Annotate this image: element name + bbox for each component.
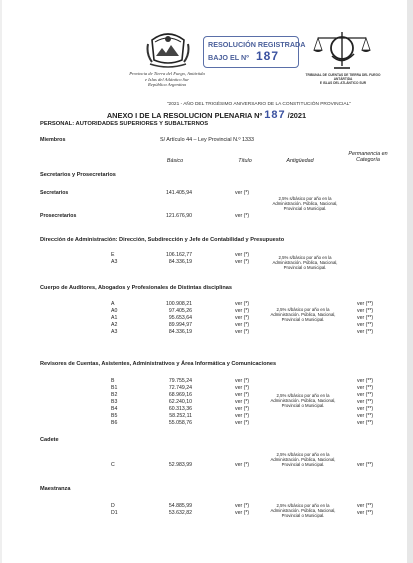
stamp-title: RESOLUCIÓN REGISTRADA <box>208 40 306 49</box>
row-category: D1 <box>111 510 118 516</box>
row-basico: 141.405,94 <box>166 190 192 196</box>
row-basico: 95.653,64 <box>168 315 192 321</box>
row-permanencia: ver (**) <box>357 385 374 391</box>
tribunal-name-block <box>300 73 386 86</box>
row-permanencia: ver (**) <box>357 413 374 419</box>
anexo-number: 187 <box>264 109 286 121</box>
tribunal-line: ANTÁRTIDA <box>333 77 353 82</box>
antiguedad-note: 2,5% s/básico por año en la Administración. Pública, Nacional, Provincial o Municipal. <box>270 307 336 323</box>
province-name-block <box>117 71 217 88</box>
antiguedad-note: 2,5% s/básico por año en la Administración. Pública, Nacional, Provincial o Municipal. <box>270 393 336 409</box>
row-permanencia: ver (**) <box>357 462 374 468</box>
stamp-number: 187 <box>256 49 280 63</box>
column-header-permanencia: Permanencia en Categoría <box>348 151 388 164</box>
row-permanencia: ver (**) <box>357 322 374 328</box>
section-maestranza: Maestranza <box>40 486 71 492</box>
row-permanencia: ver (**) <box>357 420 374 426</box>
row-category: B3 <box>111 399 118 405</box>
province-line: e Islas del Atlántico Sur <box>144 76 190 82</box>
section-auditores: Cuerpo de Auditores, Abogados y Profesionales de Distintas disciplinas <box>40 285 232 291</box>
table-row <box>0 503 413 510</box>
table-row <box>0 322 413 329</box>
antiguedad-note: 2,5% s/básico por año en la Administración. Pública, Nacional, Provincial o Municipal. <box>272 255 338 271</box>
stamp-prefix: BAJO EL Nº <box>208 53 249 62</box>
row-titulo: ver (*) <box>235 399 250 405</box>
row-titulo: ver (*) <box>235 420 250 426</box>
table-row <box>0 308 413 315</box>
row-basico: 52.983,99 <box>168 462 192 468</box>
row-titulo: ver (*) <box>235 503 250 509</box>
antiguedad-note: 2,5% s/básico por año en la Administración. Pública, Nacional, Provincial o Municipal. <box>272 196 338 212</box>
row-category: B5 <box>111 413 118 419</box>
row-basico: 89.994,97 <box>168 322 192 328</box>
row-category: A2 <box>111 322 118 328</box>
row-basico: 54.885,99 <box>168 503 192 509</box>
table-row <box>0 213 413 220</box>
row-permanencia: ver (**) <box>357 399 374 405</box>
tribunal-line: E ISLAS DEL ATLÁNTICO SUR <box>319 81 367 86</box>
members-reference: S/ Artículo 44 – Ley Provincial N.º 1333 <box>160 137 254 143</box>
row-category: B1 <box>111 385 118 391</box>
personal-title: PERSONAL: AUTORIDADES SUPERIORES Y SUBALTERNOS <box>40 121 209 127</box>
row-permanencia: ver (**) <box>357 378 374 384</box>
row-category: A3 <box>111 259 118 265</box>
row-basico: 55.058,76 <box>168 420 192 426</box>
row-basico: 84.336,19 <box>168 259 192 265</box>
column-header-titulo: Título <box>238 158 252 164</box>
table-row <box>0 420 413 427</box>
row-titulo: ver (*) <box>235 392 250 398</box>
row-permanencia: ver (**) <box>357 392 374 398</box>
row-permanencia: ver (**) <box>357 503 374 509</box>
province-line: Provincia de Tierra del Fuego, Antártida <box>129 71 205 76</box>
row-category: B4 <box>111 406 118 412</box>
row-basico: 79.755,24 <box>168 378 192 384</box>
row-category: B6 <box>111 420 118 426</box>
row-category: C <box>111 462 115 468</box>
page-edge-left <box>0 0 2 563</box>
row-category: A3 <box>111 329 118 335</box>
row-basico: 100.908,21 <box>166 301 192 307</box>
registration-stamp <box>203 36 306 68</box>
row-titulo: ver (*) <box>235 213 250 219</box>
row-category: D <box>111 503 115 509</box>
row-category: A <box>111 301 115 307</box>
section-revisores: Revisores de Cuentas, Asistentes, Administrativos y Área Informática y Comunicaciones <box>40 361 277 367</box>
row-basico: 97.405,26 <box>168 308 192 314</box>
row-category: B2 <box>111 392 118 398</box>
tribunal-line: TRIBUNAL DE CUENTAS DE TIERRA DEL FUEGO <box>305 73 381 77</box>
row-titulo: ver (*) <box>235 259 250 265</box>
row-basico: 53.632,82 <box>168 510 192 516</box>
row-permanencia: ver (**) <box>357 301 374 307</box>
row-basico: 58.252,11 <box>169 413 192 419</box>
page-edge-right <box>407 0 413 563</box>
province-crest-icon <box>146 30 190 70</box>
row-titulo: ver (*) <box>235 385 250 391</box>
row-titulo: ver (*) <box>235 190 250 196</box>
province-line: República Argentina <box>148 82 186 88</box>
anexo-year: /2021 <box>287 111 307 120</box>
row-basico: 60.313,36 <box>168 406 192 412</box>
column-header-basico: Básico <box>166 158 184 164</box>
row-titulo: ver (*) <box>235 252 250 258</box>
members-label: Miembros <box>40 137 66 143</box>
table-row <box>0 392 413 399</box>
table-row <box>0 406 413 413</box>
row-titulo: ver (*) <box>235 308 250 314</box>
table-row <box>0 462 413 469</box>
row-basico: 121.676,90 <box>166 213 192 219</box>
table-row <box>0 252 413 259</box>
tribunal-scales-icon <box>310 28 374 72</box>
row-titulo: ver (*) <box>235 378 250 384</box>
anexo-title-text: ANEXO I DE LA RESOLUCION PLENARIA Nº <box>106 111 263 120</box>
row-permanencia: ver (**) <box>357 510 374 516</box>
table-row <box>0 510 413 517</box>
table-row <box>0 329 413 336</box>
antiguedad-note: 2,5% s/básico por año en la Administración. Pública, Nacional, Provincial o Municipal. <box>270 452 336 468</box>
table-row <box>0 259 413 266</box>
row-titulo: ver (*) <box>235 315 250 321</box>
row-basico: 106.162,77 <box>166 252 192 258</box>
section-cadete: Cadete <box>40 437 59 443</box>
row-category: A0 <box>111 308 118 314</box>
row-category: E <box>111 252 115 258</box>
table-row <box>0 399 413 406</box>
antiguedad-note: 2,5% s/básico por año en la Administración. Pública, Nacional, Provincial o Municipal. <box>270 503 336 519</box>
row-permanencia: ver (**) <box>357 329 374 335</box>
section-secretarios: Secretarios y Prosecretarios <box>40 172 116 178</box>
row-basico: 68.969,16 <box>168 392 192 398</box>
row-category: B <box>111 378 115 384</box>
row-basico: 72.749,24 <box>168 385 192 391</box>
row-titulo: ver (*) <box>235 413 250 419</box>
row-titulo: ver (*) <box>235 462 250 468</box>
row-label: Secretarios <box>40 190 69 196</box>
row-permanencia: ver (**) <box>357 406 374 412</box>
table-row <box>0 301 413 308</box>
row-label: Prosecretarios <box>40 213 77 219</box>
row-titulo: ver (*) <box>235 301 250 307</box>
row-basico: 62.240,10 <box>168 399 192 405</box>
table-row <box>0 378 413 385</box>
row-category: A1 <box>111 315 118 321</box>
row-permanencia: ver (**) <box>357 315 374 321</box>
year-motto: "2021 - AÑO DEL TRIGÉSIMO ANIVERSARIO DE LA CONSTITUCIÓN PROVINCIAL" <box>166 102 351 107</box>
row-basico: 84.336,19 <box>168 329 192 335</box>
anexo-title <box>0 109 413 121</box>
table-row <box>0 413 413 420</box>
row-titulo: ver (*) <box>235 510 250 516</box>
row-titulo: ver (*) <box>235 406 250 412</box>
table-row <box>0 190 413 197</box>
row-titulo: ver (*) <box>235 329 250 335</box>
table-row <box>0 385 413 392</box>
row-titulo: ver (*) <box>235 322 250 328</box>
column-header-antiguedad: Antigüedad <box>286 158 314 164</box>
row-permanencia: ver (**) <box>357 308 374 314</box>
table-row <box>0 315 413 322</box>
section-direccion: Dirección de Administración: Dirección, Subdirección y Jefe de Contabilidad y Presupuesto <box>40 237 285 243</box>
